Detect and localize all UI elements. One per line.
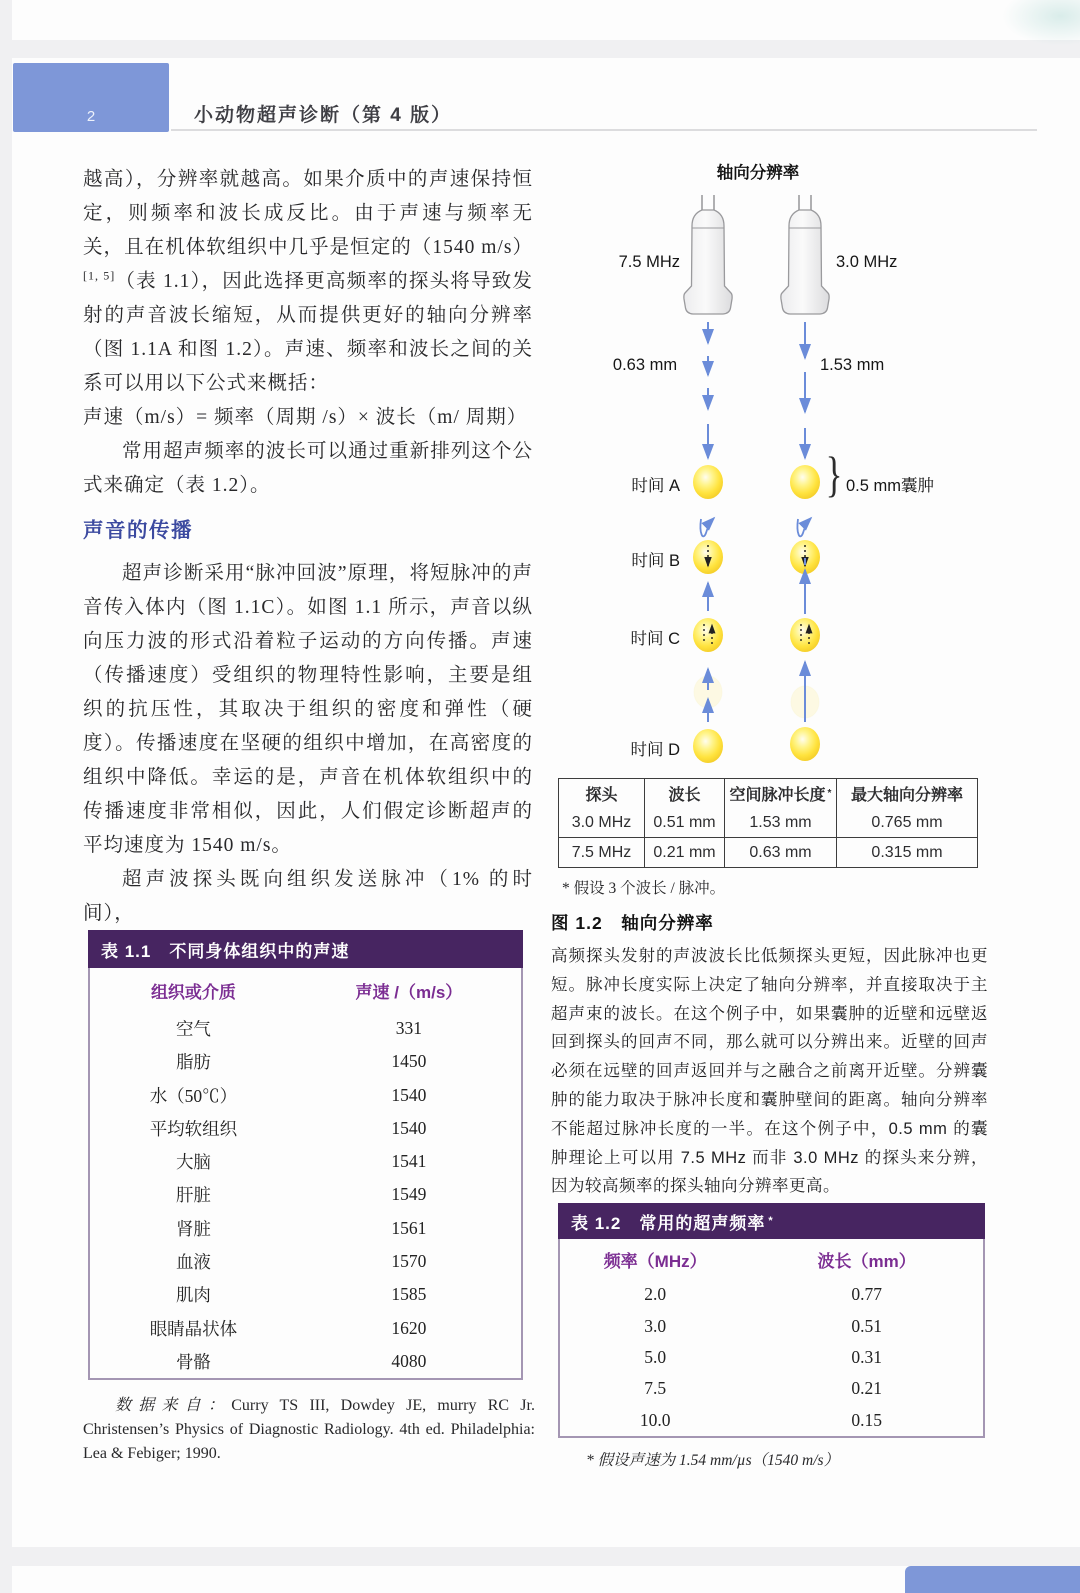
frequency-cell: 7.5 xyxy=(644,1378,667,1399)
col-pulse-length xyxy=(724,779,836,808)
speed-cell: 1620 xyxy=(391,1317,427,1338)
figure-title: 轴向分辨率 xyxy=(716,164,800,182)
col-wavelength: 波长 xyxy=(644,779,724,808)
page-corner-glare xyxy=(1002,0,1080,46)
tissue-cell: 骨骼 xyxy=(175,1351,211,1372)
table-row xyxy=(90,1145,521,1178)
paragraph-pulse-echo: 超声诊断采用“脉冲回波”原理，将短脉冲的声音传入体内（图 1.1C）。如图 1.1 所示，声音以纵向压力波的形式沿着粒子运动的方向传播。声速（传播速度）受组织的物理特性影响，主要是组织的抗压性，其取决于组织的密度和弹性（硬度）。传播速度在坚硬的组织中增加，在高密度的组织中降低。幸运的是，声音在机体软组织中的传播速度非常相似，因此，人们假定诊断超声的平均速度为 1540 m/s。 xyxy=(83,563,533,856)
tissue-cell: 肌肉 xyxy=(175,1285,211,1306)
left-column xyxy=(83,163,533,931)
figure-table-rows xyxy=(559,808,977,867)
table-1-2-rows xyxy=(560,1279,983,1436)
tissue-cell: 肝脏 xyxy=(175,1185,211,1206)
table-1-1-title-bar xyxy=(88,930,523,968)
table-row xyxy=(560,1342,983,1373)
speed-cell: 1570 xyxy=(391,1250,427,1271)
paragraph-text: 越高），分辨率就越高。如果介质中的声速保持恒定，则频率和波长成反比。由于声速与频率无关，且在机体软组织中几乎是恒定的（1540 m/s） xyxy=(83,169,533,258)
probe-cell: 7.5 MHz xyxy=(571,843,632,861)
time-c-label: 时间 C xyxy=(630,630,680,648)
pulse-length-cell: 0.63 mm xyxy=(724,838,836,867)
table-1-1-col-tissue: 组织或介质 xyxy=(150,982,236,1002)
tissue-cell: 脂肪 xyxy=(175,1052,211,1073)
tissue-cell: 血液 xyxy=(175,1251,211,1272)
table-row xyxy=(90,1311,521,1344)
paragraph-wavelength: 常用超声频率的波长可以通过重新排列这个公式来确定（表 1.2）。 xyxy=(83,441,533,496)
frequency-cell: 2.0 xyxy=(644,1284,667,1305)
col-max-axial-resolution: 最大轴向分辨率 xyxy=(836,779,977,808)
probe-left-freq-label: 7.5 MHz xyxy=(618,253,680,271)
wavelength-cell: 0.51 mm xyxy=(644,808,724,837)
resolution-cell: 0.765 mm xyxy=(836,808,977,837)
col-probe: 探头 xyxy=(585,787,618,804)
time-b-label: 时间 B xyxy=(631,552,680,570)
table-row xyxy=(90,1045,521,1078)
paragraph-probe-pulse: 超声波探头既向组织发送脉冲（1% 的时间）， xyxy=(83,869,533,924)
wavelength-cell: 0.51 xyxy=(851,1315,882,1336)
speed-cell: 1561 xyxy=(391,1217,427,1238)
speed-cell: 1541 xyxy=(391,1151,427,1172)
figure-table-row xyxy=(559,837,977,867)
tissue-cell: 眼睛晶状体 xyxy=(149,1318,238,1339)
speed-cell: 1450 xyxy=(391,1051,427,1072)
speed-cell: 4080 xyxy=(391,1350,427,1371)
speed-cell: 1585 xyxy=(391,1284,427,1305)
time-a-label: 时间 A xyxy=(631,477,680,495)
resolution-cell: 0.315 mm xyxy=(836,838,977,867)
table-1-2 xyxy=(558,1203,985,1438)
tissue-cell: 大脑 xyxy=(175,1152,211,1173)
table-1-1-column-headers xyxy=(90,968,521,1012)
cyst-bracket: } xyxy=(825,446,843,502)
table-row xyxy=(90,1012,521,1045)
table-1-1-body xyxy=(88,968,523,1380)
table-row xyxy=(560,1310,983,1341)
table-1-2-col-frequency: 频率（MHz） xyxy=(603,1251,707,1271)
figure-table-header xyxy=(559,779,977,808)
figure-caption-text: 高频探头发射的声波波长比低频探头更短，因此脉冲也更短。脉冲长度实际上决定了轴向分辨率，并直接取决于主超声束的波长。在这个例子中，如果囊肿的近壁和远壁返回到探头的回声不同，那么就可以分辨出来。近壁的回声必须在远壁的回声返回并与之融合之前离开近壁。分辨囊肿的能力取决于脉冲长度和囊肿壁间的距离。轴向分辨率不能超过脉冲长度的一半。在这个例子中，0.5 mm 的囊肿理论上可以用 7.5 MHz 而非 3.0 MHz 的探头来分辨，因为较高频率的探头轴向分辨率更高。 xyxy=(551,947,988,1196)
probe-cell: 3.0 MHz xyxy=(571,813,632,831)
table-row xyxy=(90,1345,521,1378)
wavelength-right-label: 1.53 mm xyxy=(820,356,885,374)
probe-7-5mhz xyxy=(684,195,732,314)
table-1-2-column-headers xyxy=(560,1239,983,1279)
frequency-cell: 3.0 xyxy=(644,1315,667,1336)
figure-table-row xyxy=(559,808,977,837)
wavelength-cell: 0.77 xyxy=(851,1284,882,1305)
time-b-cysts xyxy=(693,518,820,574)
table-1-2-col-wavelength: 波长（mm） xyxy=(817,1251,916,1271)
table-row xyxy=(560,1279,983,1310)
speed-cell: 1549 xyxy=(391,1184,427,1205)
tissue-cell: 肾脏 xyxy=(175,1218,211,1239)
table-row xyxy=(90,1178,521,1211)
table-1-2-title-note: * xyxy=(768,1215,774,1227)
speed-formula: 声速（m/s）= 频率（周期 /s）× 波长（m/ 周期） xyxy=(83,407,528,428)
cyst-size-label: 0.5 mm囊肿 xyxy=(846,477,935,495)
time-d-cysts xyxy=(693,662,820,763)
probe-right-freq-label: 3.0 MHz xyxy=(836,253,898,271)
col-pulse-length-text: 空间脉冲长度 xyxy=(729,787,826,804)
section-heading-sound-propagation: 声音的传播 xyxy=(83,519,193,542)
paragraph-continuation xyxy=(83,163,533,401)
speed-cell: 331 xyxy=(395,1018,423,1039)
figure-table xyxy=(558,778,978,868)
wavelength-left-label: 0.63 mm xyxy=(612,356,678,374)
table-1-1-source xyxy=(83,1394,535,1466)
tissue-cell: 水（50℃） xyxy=(149,1085,238,1106)
table-row xyxy=(90,1278,521,1311)
table-1-2-body xyxy=(558,1239,985,1438)
speed-cell: 1540 xyxy=(391,1084,427,1105)
previous-page-edge xyxy=(12,0,1080,40)
table-1-1-col-speed: 声速 /（m/s） xyxy=(355,982,463,1002)
table-row xyxy=(90,1112,521,1145)
table-1-2-footnote: * 假设声速为 1.54 mm/µs（1540 m/s） xyxy=(586,1452,840,1469)
paragraph-text: （表 1.1），因此选择更高频率的探头将导致发射的声音波长缩短，从而提供更好的轴向分辨率（图 1.1A 和图 1.2）。声速、频率和波长之间的关系可以用以下公式来概括： xyxy=(83,271,533,394)
figure-table-footnote: * 假设 3 个波长 / 脉冲。 xyxy=(562,880,726,897)
wavelength-cell: 0.15 xyxy=(851,1409,882,1430)
page-number: 2 xyxy=(86,108,96,125)
source-citation: Curry TS III, Dowdey JE, murry RC Jr. Christensen’s Physics of Diagnostic Radiology. 4th ed. Philadelphia: Lea & Febiger; 1990. xyxy=(83,1397,535,1462)
pulse-length-cell: 1.53 mm xyxy=(724,808,836,837)
time-d-label: 时间 D xyxy=(630,741,680,759)
table-row xyxy=(90,1079,521,1112)
time-a-cysts xyxy=(693,465,820,499)
table-row xyxy=(90,1212,521,1245)
pulse-length-note-mark: * xyxy=(827,788,832,799)
table-1-1-title: 表 1.1 不同身体组织中的声速 xyxy=(101,941,350,961)
table-1-2-title: 表 1.2 常用的超声频率 xyxy=(571,1213,766,1233)
header-rule xyxy=(171,129,1037,131)
table-1-1 xyxy=(88,930,523,1380)
next-page-header-block xyxy=(905,1566,1080,1593)
tissue-cell: 平均软组织 xyxy=(149,1118,238,1139)
wavelength-cell: 0.21 mm xyxy=(644,838,724,867)
table-row xyxy=(560,1405,983,1436)
frequency-cell: 5.0 xyxy=(644,1347,667,1368)
table-row xyxy=(90,1245,521,1278)
page-number-block xyxy=(13,63,169,132)
reference-superscript: [1, 5] xyxy=(83,268,116,283)
source-label: 数据来自： xyxy=(115,1397,232,1414)
tissue-cell: 空气 xyxy=(175,1019,211,1040)
figure-caption-title: 图 1.2 轴向分辨率 xyxy=(551,913,714,933)
speed-cell: 1540 xyxy=(391,1117,427,1138)
table-1-2-title-bar xyxy=(558,1203,985,1239)
book-title: 小动物超声诊断（第 4 版） xyxy=(194,105,453,126)
probe-3-0mhz xyxy=(781,195,829,314)
wavelength-cell: 0.31 xyxy=(851,1347,882,1368)
table-row xyxy=(560,1373,983,1404)
wavelength-cell: 0.21 xyxy=(851,1378,882,1399)
frequency-cell: 10.0 xyxy=(639,1409,671,1430)
table-1-1-rows xyxy=(90,1012,521,1378)
